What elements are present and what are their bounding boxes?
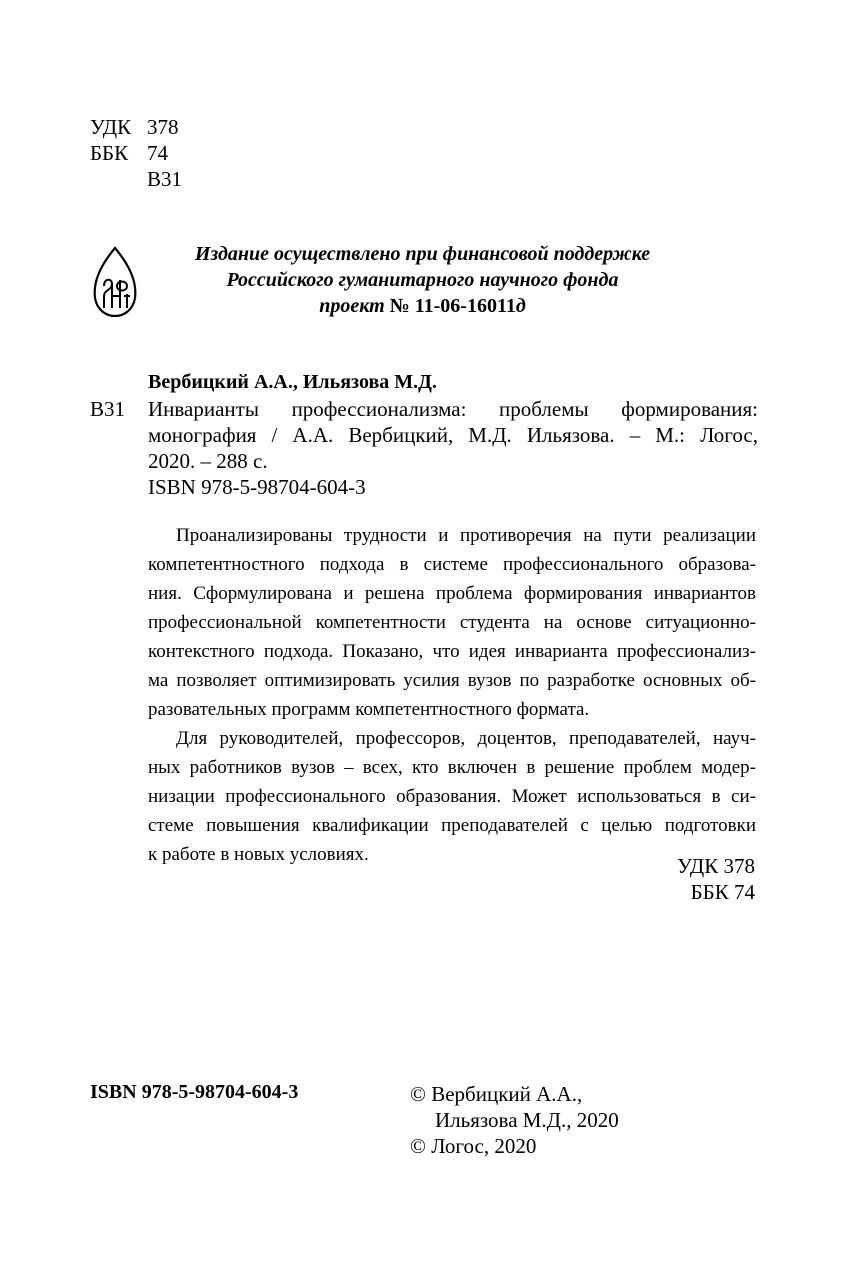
annotation-line: Для руководителей, профессоров, доцентов, преподавателей, науч-: [176, 728, 756, 749]
annotation-line: ных работников вузов – всех, кто включен в решение проблем модер-: [148, 757, 756, 778]
udk-value: 378: [147, 115, 179, 139]
classification-block: [90, 114, 182, 192]
project-suffix: д: [515, 295, 526, 317]
annotation-line: к работе в новых условиях.: [148, 844, 369, 865]
annotation-line: профессиональной компетентности студента на основе ситуационно-: [148, 612, 756, 633]
project-label: проект: [319, 295, 385, 317]
copyright-publisher: © Логос, 2020: [410, 1134, 537, 1158]
project-number: № 11-06-16011: [389, 295, 516, 317]
udk-label: УДК: [90, 115, 132, 139]
rgnf-logo-icon: [90, 246, 140, 318]
bbk-value: 74: [147, 141, 168, 165]
funding-notice: [150, 241, 695, 319]
record-line: монография / А.А. Вербицкий, М.Д. Ильязова. – М.: Логос,: [148, 423, 758, 447]
annotation: [148, 521, 756, 869]
annotation-line: низации профессионального образования. Может использоваться в си-: [148, 786, 756, 807]
annotation-line: стеме повышения квалификации преподавателей с целью подготовки: [148, 815, 756, 836]
cutter-value: В31: [147, 167, 183, 191]
classification-right: [677, 853, 755, 905]
copyright-authors: © Вербицкий А.А.,: [410, 1082, 583, 1106]
bbk-label: ББК: [90, 141, 129, 165]
udk-row: [90, 114, 182, 140]
bbk-right: ББК 74: [690, 880, 755, 904]
record-cutter: В31: [90, 397, 126, 421]
bibliographic-record: [148, 396, 758, 500]
annotation-line: компетентностного подхода в системе профессионального образова-: [148, 554, 756, 575]
funding-line-3: [150, 293, 695, 319]
copyright-block: [410, 1081, 619, 1159]
annotation-line: ния. Сформулирована и решена проблема формирования инвариантов: [148, 583, 756, 604]
annotation-line: Проанализированы трудности и противоречия на пути реализации: [176, 525, 756, 546]
bbk-row: [90, 140, 182, 166]
annotation-line: ма позволяет оптимизировать усилия вузов по разработке основных об-: [148, 670, 756, 691]
isbn-bottom: ISBN 978-5-98704-604-3: [90, 1081, 299, 1103]
cutter-row: [90, 166, 182, 192]
record-authors: Вербицкий А.А., Ильязова М.Д.: [148, 371, 437, 393]
record-line: 2020. – 288 с.: [148, 449, 268, 473]
annotation-line: разовательных программ компетентностного формата.: [148, 699, 590, 720]
funding-line-2: Российского гуманитарного научного фонда: [226, 269, 619, 291]
record-line: Инварианты профессионализма: проблемы формирования:: [148, 397, 758, 421]
funding-line-1: Издание осуществлено при финансовой поддержке: [194, 243, 651, 265]
record-isbn: ISBN 978-5-98704-604-3: [148, 475, 366, 499]
copyright-authors-cont: Ильязова М.Д., 2020: [435, 1108, 619, 1132]
annotation-line: контекстного подхода. Показано, что идея инварианта профессионализ-: [148, 641, 756, 662]
udk-right: УДК 378: [677, 854, 755, 878]
